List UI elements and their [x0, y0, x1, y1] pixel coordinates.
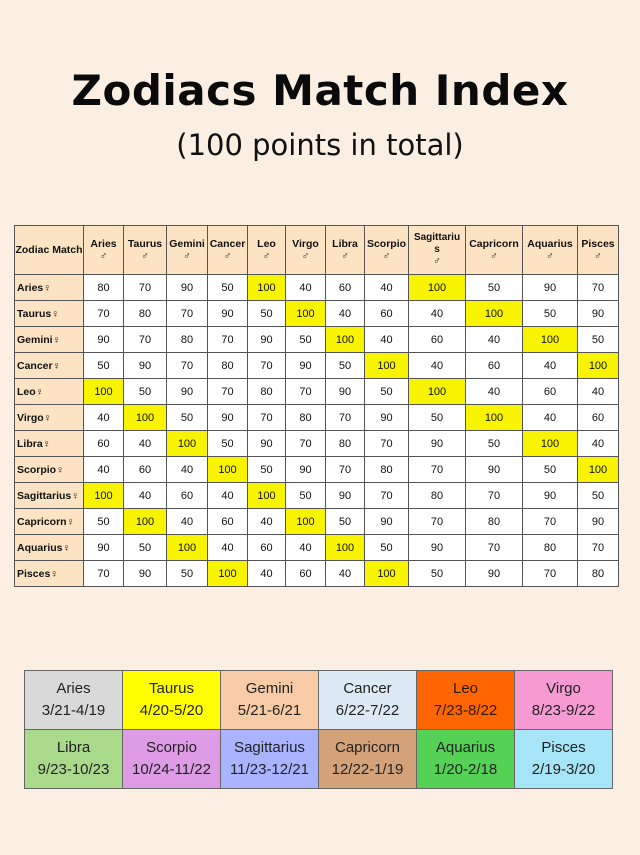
female-symbol-icon: ♀: [62, 541, 71, 554]
sign-name: Taurus: [148, 680, 195, 697]
sign-cell-capricorn: [319, 730, 417, 789]
row-header-libra: [15, 431, 84, 457]
sign-cell-libra: [25, 730, 123, 789]
table-cell: 40: [365, 327, 409, 353]
table-cell: 40: [248, 509, 286, 535]
table-cell: 70: [286, 379, 326, 405]
table-cell: 70: [365, 431, 409, 457]
table-row: [15, 457, 619, 483]
table-cell: 40: [208, 483, 248, 509]
sign-name: Libra: [56, 739, 91, 756]
table-row: [15, 431, 619, 457]
column-header-label: Pisces: [581, 238, 615, 250]
table-cell: 40: [409, 353, 466, 379]
table-cell: 60: [466, 353, 523, 379]
sign-name: Scorpio: [146, 739, 197, 756]
row-header-label: Taurus: [17, 307, 52, 320]
table-row: [15, 561, 619, 587]
row-header-label: Aquarius: [17, 541, 63, 554]
table-cell: 50: [84, 509, 124, 535]
table-cell: 40: [523, 405, 578, 431]
table-cell: 80: [208, 353, 248, 379]
corner-label: Zodiac Match: [15, 226, 84, 275]
table-cell: 80: [286, 405, 326, 431]
sign-cell-leo: [417, 671, 515, 730]
table-cell: 100: [286, 509, 326, 535]
table-cell: 70: [286, 431, 326, 457]
table-cell: 50: [326, 509, 365, 535]
table-cell: 50: [167, 405, 208, 431]
table-cell: 90: [124, 561, 167, 587]
table-cell: 70: [84, 301, 124, 327]
male-symbol-icon: ♂: [223, 251, 232, 262]
table-cell: 40: [578, 379, 619, 405]
table-cell: 100: [286, 301, 326, 327]
table-cell: 70: [208, 327, 248, 353]
table-row: [15, 509, 619, 535]
sign-cell-aquarius: [417, 730, 515, 789]
table-cell: 100: [248, 275, 286, 301]
column-header-label-line: Sagittariu: [413, 232, 461, 243]
female-symbol-icon: ♀: [35, 385, 44, 398]
sign-cell-sagittarius: [221, 730, 319, 789]
table-cell: 100: [466, 405, 523, 431]
table-row: [15, 535, 619, 561]
page-title: Zodiacs Match Index: [71, 66, 569, 115]
female-symbol-icon: ♀: [42, 437, 51, 450]
table-cell: 100: [326, 535, 365, 561]
table-cell: 70: [208, 379, 248, 405]
table-cell: 90: [248, 431, 286, 457]
male-symbol-icon: ♂: [594, 251, 602, 262]
table-cell: 100: [466, 301, 523, 327]
table-cell: 80: [365, 457, 409, 483]
table-cell: 90: [409, 431, 466, 457]
sign-dates: 8/23-9/22: [531, 702, 596, 719]
table-cell: 50: [326, 353, 365, 379]
table-cell: 70: [578, 275, 619, 301]
table-row: [15, 275, 619, 301]
sign-name: Capricorn: [334, 739, 401, 756]
table-cell: 40: [466, 327, 523, 353]
table-cell: 40: [167, 457, 208, 483]
table-cell: 90: [523, 275, 578, 301]
row-header-label: Aries: [17, 281, 44, 294]
table-cell: 100: [84, 379, 124, 405]
table-cell: 50: [578, 483, 619, 509]
sign-name: Cancer: [343, 680, 392, 697]
sign-cell-gemini: [221, 671, 319, 730]
table-cell: 90: [365, 405, 409, 431]
column-header-virgo: [286, 226, 326, 275]
row-header-label: Pisces: [17, 567, 51, 580]
table-cell: 90: [578, 301, 619, 327]
sign-cell-cancer: [319, 671, 417, 730]
sign-dates: 6/22-7/22: [335, 702, 400, 719]
column-header-scorpio: [365, 226, 409, 275]
male-symbol-icon: ♂: [262, 251, 271, 262]
male-symbol-icon: ♂: [433, 256, 441, 267]
table-cell: 90: [84, 327, 124, 353]
table-cell: 70: [167, 301, 208, 327]
table-cell: 70: [326, 457, 365, 483]
table-cell: 40: [84, 405, 124, 431]
table-cell: 90: [326, 483, 365, 509]
column-header-gemini: [167, 226, 208, 275]
table-cell: 90: [208, 301, 248, 327]
table-cell: 60: [578, 405, 619, 431]
table-cell: 50: [286, 483, 326, 509]
table-cell: 60: [365, 301, 409, 327]
row-header-capricorn: [15, 509, 84, 535]
table-cell: 40: [466, 379, 523, 405]
table-cell: 80: [124, 301, 167, 327]
row-header-label: Scorpio: [17, 463, 57, 476]
table-cell: 40: [286, 275, 326, 301]
female-symbol-icon: ♀: [71, 489, 80, 502]
male-symbol-icon: ♂: [301, 251, 310, 262]
table-row: [15, 301, 619, 327]
sign-dates: 3/21-4/19: [41, 702, 106, 719]
sign-cell-aries: [25, 671, 123, 730]
table-cell: 70: [326, 405, 365, 431]
table-cell: 60: [326, 275, 365, 301]
table-cell: 70: [523, 509, 578, 535]
sign-dates: 1/20-2/18: [433, 761, 498, 778]
table-cell: 60: [167, 483, 208, 509]
male-symbol-icon: ♂: [183, 251, 191, 262]
table-row: [15, 483, 619, 509]
table-cell: 90: [208, 405, 248, 431]
table-cell: 50: [365, 379, 409, 405]
table-row: [15, 353, 619, 379]
column-header-pisces: [578, 226, 619, 275]
row-header-leo: [15, 379, 84, 405]
sign-name: Sagittarius: [234, 739, 305, 756]
table-cell: 40: [208, 535, 248, 561]
table-cell: 70: [248, 353, 286, 379]
table-cell: 50: [409, 405, 466, 431]
table-cell: 90: [365, 509, 409, 535]
table-cell: 100: [409, 275, 466, 301]
match-table: [14, 225, 619, 587]
sign-name: Gemini: [245, 680, 294, 697]
table-cell: 40: [523, 353, 578, 379]
table-cell: 70: [248, 405, 286, 431]
signs-legend: [24, 670, 613, 789]
column-header-label: Leo: [257, 238, 276, 250]
table-cell: 40: [578, 431, 619, 457]
table-cell: 100: [124, 405, 167, 431]
table-cell: 80: [466, 509, 523, 535]
sign-dates: 10/24-11/22: [132, 761, 211, 778]
table-cell: 100: [523, 327, 578, 353]
column-header-label: Cancer: [209, 238, 246, 250]
table-cell: 50: [84, 353, 124, 379]
table-cell: 90: [326, 379, 365, 405]
sign-name: Leo: [452, 680, 479, 697]
table-cell: 70: [466, 483, 523, 509]
table-cell: 60: [208, 509, 248, 535]
female-symbol-icon: ♀: [52, 333, 61, 346]
female-symbol-icon: ♀: [43, 281, 52, 294]
table-cell: 60: [523, 379, 578, 405]
table-cell: 40: [409, 301, 466, 327]
male-symbol-icon: ♂: [382, 251, 391, 262]
column-header-label: Scorpio: [366, 238, 407, 250]
table-cell: 100: [578, 457, 619, 483]
column-header-aquarius: [523, 226, 578, 275]
table-cell: 50: [578, 327, 619, 353]
table-cell: 60: [248, 535, 286, 561]
table-cell: 100: [523, 431, 578, 457]
table-cell: 70: [84, 561, 124, 587]
table-cell: 40: [248, 561, 286, 587]
row-header-label: Capricorn: [17, 515, 67, 528]
table-cell: 90: [286, 353, 326, 379]
row-header-label: Virgo: [17, 411, 44, 424]
table-cell: 50: [523, 301, 578, 327]
row-header-gemini: [15, 327, 84, 353]
signs-row: [25, 730, 613, 789]
table-cell: 70: [124, 327, 167, 353]
row-header-label: Leo: [17, 385, 36, 398]
table-cell: 90: [466, 457, 523, 483]
table-cell: 80: [523, 535, 578, 561]
sign-dates: 9/23-10/23: [37, 761, 110, 778]
row-header-taurus: [15, 301, 84, 327]
column-header-label-line: s: [434, 244, 440, 255]
page-subtitle: (100 points in total): [176, 128, 464, 162]
sign-cell-scorpio: [123, 730, 221, 789]
row-header-sagittarius: [15, 483, 84, 509]
table-cell: 90: [248, 327, 286, 353]
table-cell: 90: [578, 509, 619, 535]
column-header-sagittarius: [409, 226, 466, 275]
table-cell: 40: [365, 275, 409, 301]
table-cell: 40: [167, 509, 208, 535]
table-cell: 50: [208, 431, 248, 457]
row-header-virgo: [15, 405, 84, 431]
sign-cell-virgo: [515, 671, 613, 730]
table-cell: 80: [167, 327, 208, 353]
sign-cell-pisces: [515, 730, 613, 789]
female-symbol-icon: ♀: [56, 463, 64, 476]
table-cell: 80: [578, 561, 619, 587]
table-cell: 100: [248, 483, 286, 509]
table-cell: 80: [409, 483, 466, 509]
sign-dates: 12/22-1/19: [331, 761, 404, 778]
table-cell: 50: [208, 275, 248, 301]
table-cell: 40: [326, 561, 365, 587]
table-cell: 50: [409, 561, 466, 587]
table-cell: 90: [84, 535, 124, 561]
column-header-leo: [248, 226, 286, 275]
row-header-pisces: [15, 561, 84, 587]
column-header-label: Taurus: [127, 238, 163, 250]
table-cell: 70: [409, 509, 466, 535]
male-symbol-icon: ♂: [546, 251, 554, 262]
column-header-label: Virgo: [292, 238, 319, 250]
table-cell: 40: [124, 431, 167, 457]
male-symbol-icon: ♂: [99, 251, 108, 262]
table-cell: 50: [466, 275, 523, 301]
table-cell: 40: [124, 483, 167, 509]
table-cell: 90: [124, 353, 167, 379]
table-cell: 40: [84, 457, 124, 483]
sign-cell-taurus: [123, 671, 221, 730]
table-cell: 70: [167, 353, 208, 379]
column-header-label: Capricorn: [469, 238, 519, 250]
table-cell: 60: [124, 457, 167, 483]
column-header-aries: [84, 226, 124, 275]
table-row: [15, 327, 619, 353]
table-cell: 90: [523, 483, 578, 509]
table-cell: 70: [466, 535, 523, 561]
table-cell: 90: [466, 561, 523, 587]
table-cell: 100: [208, 561, 248, 587]
sign-dates: 7/23-8/22: [433, 702, 498, 719]
sign-name: Pisces: [541, 739, 586, 756]
table-cell: 100: [208, 457, 248, 483]
table-cell: 90: [167, 379, 208, 405]
table-row: [15, 379, 619, 405]
table-cell: 70: [523, 561, 578, 587]
row-header-label: Cancer: [17, 359, 53, 372]
table-cell: 60: [84, 431, 124, 457]
signs-row: [25, 671, 613, 730]
column-header-label: Libra: [332, 238, 358, 250]
table-cell: 100: [84, 483, 124, 509]
sign-dates: 4/20-5/20: [139, 702, 204, 719]
sign-name: Aquarius: [435, 739, 496, 756]
column-header-taurus: [124, 226, 167, 275]
table-cell: 100: [167, 431, 208, 457]
table-cell: 100: [365, 561, 409, 587]
table-cell: 70: [409, 457, 466, 483]
table-cell: 50: [124, 379, 167, 405]
sign-name: Aries: [56, 680, 91, 697]
table-cell: 60: [409, 327, 466, 353]
table-cell: 50: [365, 535, 409, 561]
table-cell: 50: [523, 457, 578, 483]
row-header-scorpio: [15, 457, 84, 483]
table-cell: 40: [326, 301, 365, 327]
female-symbol-icon: ♀: [52, 359, 61, 372]
male-symbol-icon: ♂: [490, 251, 498, 262]
table-cell: 50: [124, 535, 167, 561]
female-symbol-icon: ♀: [66, 515, 75, 528]
table-cell: 90: [167, 275, 208, 301]
column-header-label: Aries: [90, 238, 117, 250]
table-cell: 70: [124, 275, 167, 301]
column-header-label: Gemini: [169, 238, 205, 250]
table-cell: 50: [286, 327, 326, 353]
table-cell: 90: [409, 535, 466, 561]
table-cell: 80: [248, 379, 286, 405]
table-cell: 50: [248, 301, 286, 327]
female-symbol-icon: ♀: [51, 307, 60, 320]
table-cell: 40: [286, 535, 326, 561]
sign-dates: 2/19-3/20: [531, 761, 596, 778]
male-symbol-icon: ♂: [341, 251, 349, 262]
table-cell: 100: [578, 353, 619, 379]
table-cell: 90: [286, 457, 326, 483]
male-symbol-icon: ♂: [141, 251, 149, 262]
match-header-row: [15, 226, 619, 275]
row-header-label: Libra: [17, 437, 43, 450]
table-cell: 80: [326, 431, 365, 457]
table-cell: 100: [409, 379, 466, 405]
table-cell: 50: [466, 431, 523, 457]
column-header-cancer: [208, 226, 248, 275]
column-header-libra: [326, 226, 365, 275]
sign-dates: 11/23-12/21: [230, 761, 309, 778]
table-cell: 70: [365, 483, 409, 509]
column-header-label: Aquarius: [527, 238, 573, 250]
female-symbol-icon: ♀: [50, 567, 59, 580]
column-header-capricorn: [466, 226, 523, 275]
table-cell: 50: [248, 457, 286, 483]
sign-name: Virgo: [546, 680, 581, 697]
table-cell: 100: [365, 353, 409, 379]
table-cell: 100: [167, 535, 208, 561]
sign-dates: 5/21-6/21: [237, 702, 302, 719]
table-cell: 50: [167, 561, 208, 587]
table-cell: 60: [286, 561, 326, 587]
row-header-aries: [15, 275, 84, 301]
female-symbol-icon: ♀: [43, 411, 52, 424]
row-header-label: Sagittarius: [17, 489, 72, 502]
row-header-cancer: [15, 353, 84, 379]
table-cell: 80: [84, 275, 124, 301]
table-cell: 100: [326, 327, 365, 353]
row-header-aquarius: [15, 535, 84, 561]
table-row: [15, 405, 619, 431]
table-cell: 100: [124, 509, 167, 535]
row-header-label: Gemini: [17, 333, 53, 346]
table-cell: 70: [578, 535, 619, 561]
